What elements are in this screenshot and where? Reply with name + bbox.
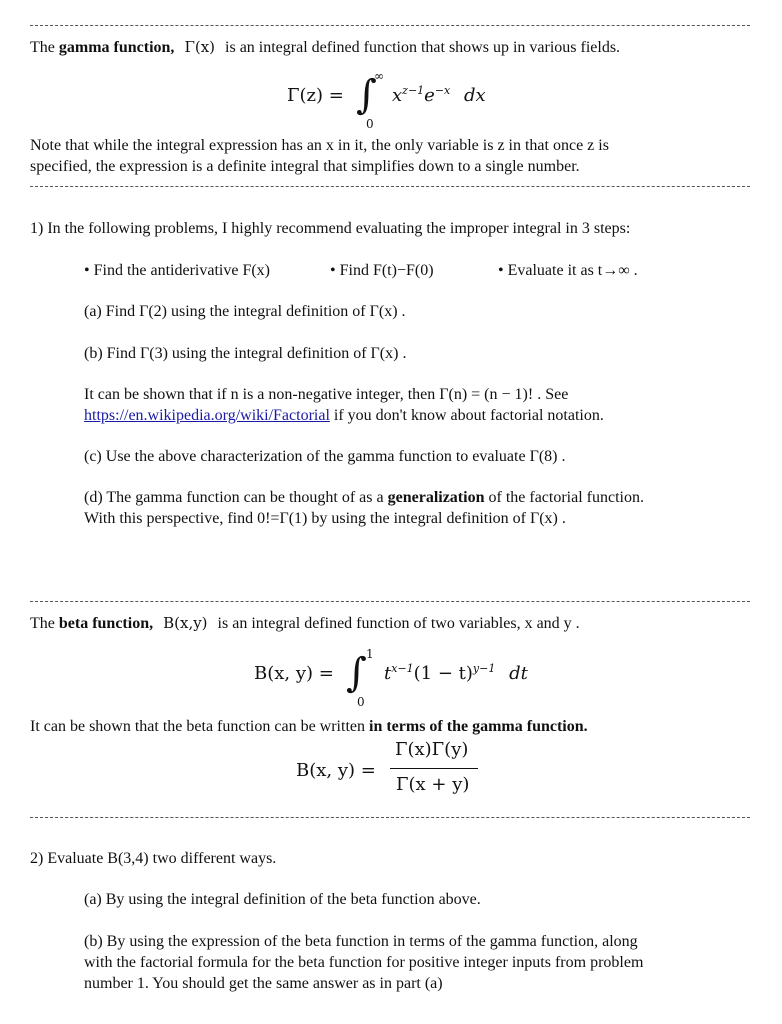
factorial-note-line-1: It can be shown that if n is a non-negative integer, then Γ(n) = (n − 1)! . See — [84, 386, 569, 403]
step-3: • Evaluate it as t→∞ . — [498, 262, 638, 279]
divider-2 — [30, 601, 750, 602]
fraction-denominator: Γ(x + y) — [396, 774, 470, 795]
problem-2a: (a) By using the integral definition of the beta function above. — [84, 891, 481, 908]
problem-2b-line-1: (b) By using the expression of the beta function in terms of the gamma function, along — [84, 933, 638, 950]
problem-1b: (b) Find Γ(3) using the integral definition of Γ(x) . — [84, 345, 407, 362]
factorial-note-line-2: https://en.wikipedia.org/wiki/Factorial if you don't know about factorial notation. — [84, 407, 604, 424]
divider-top — [30, 25, 750, 26]
problem-2b-line-2: with the factorial formula for the beta function for positive integer inputs from problem — [84, 954, 644, 971]
step-1: • Find the antiderivative F(x) — [84, 262, 271, 279]
problem-1a: (a) Find Γ(2) using the integral definition of Γ(x) . — [84, 303, 406, 320]
divider-3 — [30, 817, 750, 818]
beta-intro: The beta function, B(x,y) is an integral defined function of two variables, x and y . — [30, 614, 580, 632]
gamma-intro: The gamma function, Γ(x) is an integral defined function that shows up in various fields. — [30, 38, 621, 56]
gamma-function-term: gamma function, — [58, 39, 175, 56]
integral-sign: ∫ — [356, 72, 377, 118]
note-line-2: specified, the expression is a definite integral that simplifies down to a single number. — [30, 158, 580, 175]
note-line-1: Note that while the integral expression has an x in it, the only variable is z in that once z is — [30, 137, 609, 154]
fraction-bar — [390, 768, 478, 769]
problem-1d-line-1: (d) The gamma function can be thought of as a generalization of the factorial function. — [84, 489, 644, 506]
beta-function-term: beta function, — [58, 615, 154, 632]
problem-1-intro: 1) In the following problems, I highly recommend evaluating the improper integral in 3 steps: — [30, 220, 631, 237]
integral-sign: ∫ — [346, 650, 367, 696]
fraction-numerator: Γ(x)Γ(y) — [395, 739, 469, 760]
problem-2b-line-3: number 1. You should get the same answer as in part (a) — [84, 975, 443, 992]
divider-1 — [30, 186, 750, 187]
beta-gamma-text: It can be shown that the beta function can be written in terms of the gamma function. — [30, 718, 588, 735]
factorial-link[interactable]: https://en.wikipedia.org/wiki/Factorial — [84, 407, 330, 424]
step-2: • Find F(t)−F(0) — [330, 262, 434, 279]
problem-1c: (c) Use the above characterization of the gamma function to evaluate Γ(8) . — [84, 448, 566, 465]
problem-1d-line-2: With this perspective, find 0!=Γ(1) by using the integral definition of Γ(x) . — [84, 510, 566, 527]
problem-2-intro: 2) Evaluate B(3,4) two different ways. — [30, 850, 277, 867]
